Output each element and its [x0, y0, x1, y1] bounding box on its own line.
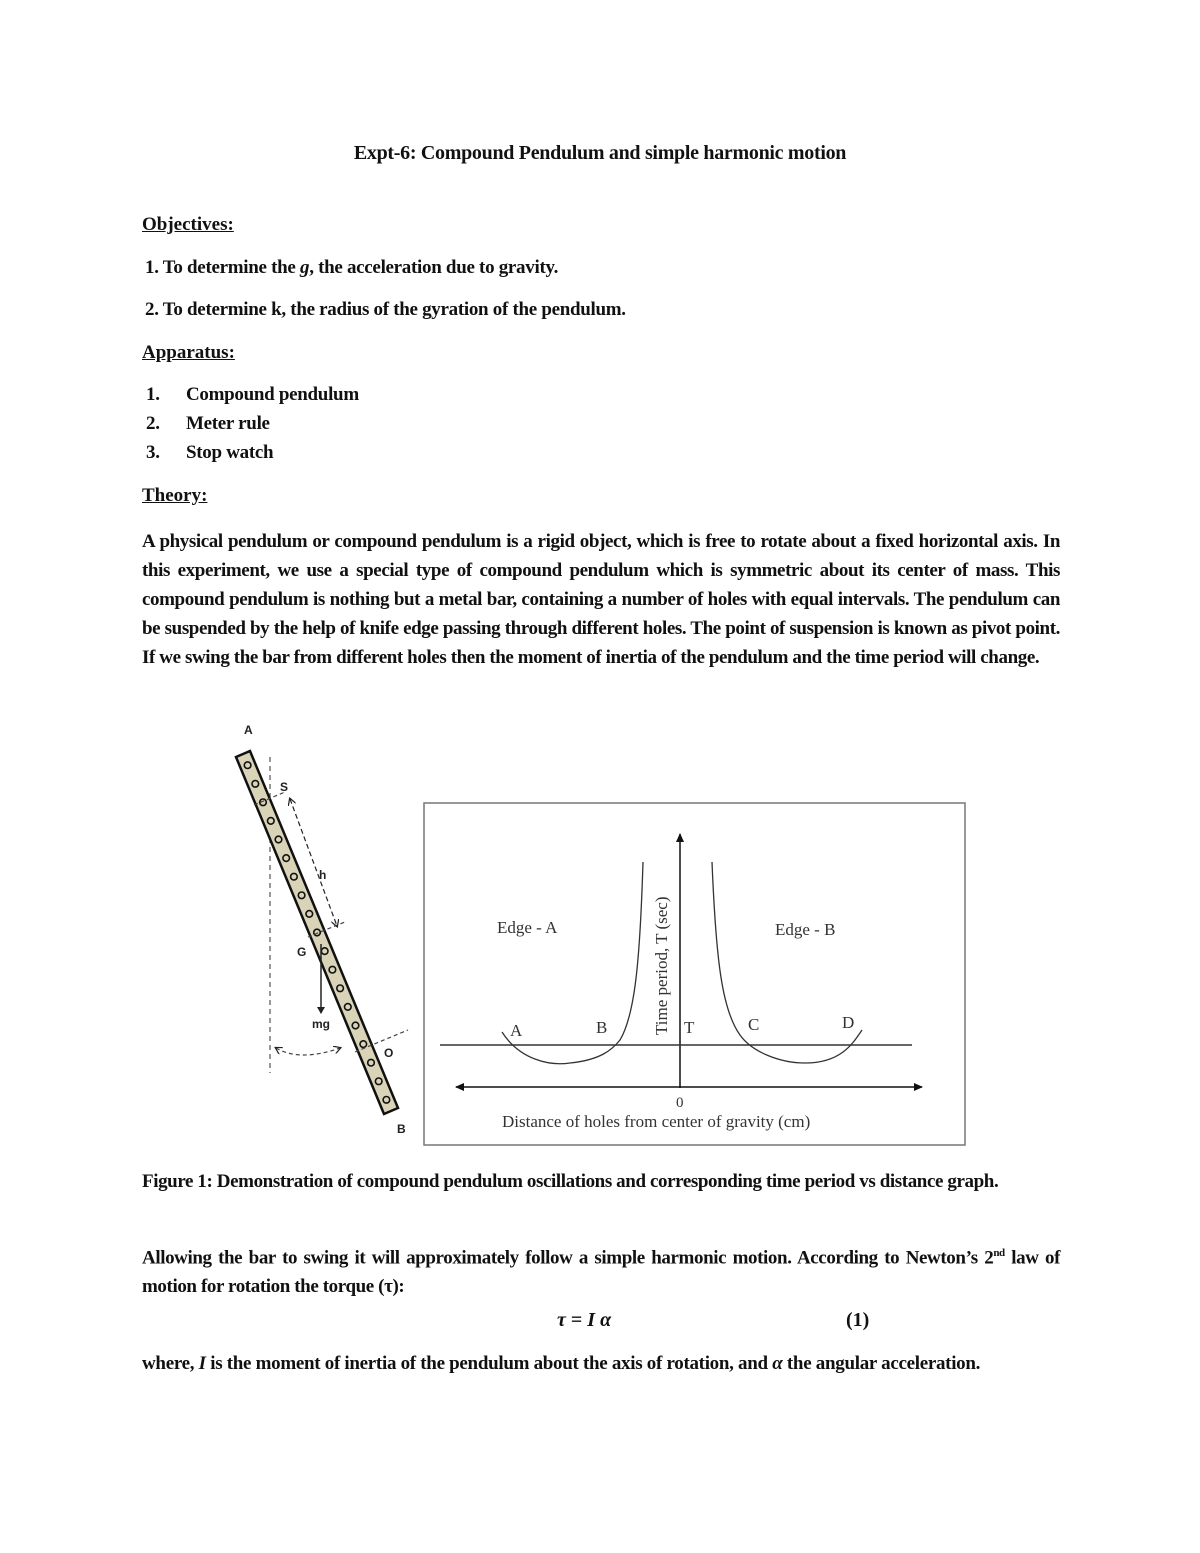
t-label: T — [684, 1018, 695, 1037]
point-b-label: B — [596, 1018, 608, 1037]
document-title: Expt-6: Compound Pendulum and simple harmonic motion — [353, 142, 847, 164]
shm-text: Allowing the bar to swing it will approximately follow a simple harmonic motion. According to Newton’s 2 — [142, 1247, 994, 1269]
equation-alpha: α — [595, 1309, 612, 1331]
point-a-label: A — [510, 1021, 523, 1040]
apparatus-heading: Apparatus: — [142, 342, 235, 363]
where-text: is the moment of inertia of the pendulum about the axis of rotation, and — [205, 1353, 773, 1374]
equation-torque: τ — [557, 1309, 566, 1331]
where-text: the angular acceleration. — [782, 1353, 981, 1374]
label-s: S — [280, 780, 289, 794]
graph-frame — [424, 803, 965, 1145]
equation-inertia: I — [587, 1309, 596, 1331]
list-text: Stop watch — [186, 442, 274, 463]
where-line — [142, 1353, 980, 1375]
list-number: 1. — [146, 384, 160, 405]
list-text: Meter rule — [186, 413, 270, 434]
swing-arc — [276, 1048, 340, 1055]
point-d-label: D — [842, 1013, 855, 1032]
objective-text: To determine — [162, 299, 272, 320]
pendulum-diagram — [236, 723, 408, 1136]
objective-variable: g — [299, 257, 310, 278]
list-number: 2. — [146, 413, 160, 434]
edge-a-label: Edge - A — [497, 918, 558, 937]
figure-caption — [142, 1167, 1060, 1196]
figure-caption-text: Figure 1: Demonstration of compound pendulum oscillations and corresponding time period vs distance graph. — [142, 1171, 999, 1192]
equation-1 — [557, 1309, 611, 1332]
theory-heading: Theory: — [142, 485, 208, 506]
ordinal-superscript: nd — [993, 1247, 1005, 1259]
list-number: 3. — [146, 442, 160, 463]
equation-equals: = — [565, 1309, 588, 1331]
label-o: O — [384, 1046, 394, 1060]
shm-text: law of motion for rotation the torque (τ): — [142, 1247, 1061, 1298]
label-mg: mg — [312, 1017, 330, 1031]
equation-number: (1) — [846, 1309, 870, 1331]
list-text: Compound pendulum — [186, 384, 359, 405]
shm-paragraph — [142, 1239, 1060, 1301]
y-axis-label: Time period, T (sec) — [652, 896, 671, 1035]
objective-variable: k — [271, 299, 282, 320]
objective-text: , the acceleration due to gravity. — [309, 257, 559, 278]
where-text: where, — [142, 1353, 199, 1374]
objective-number: 1. — [145, 257, 159, 278]
time-period-graph — [424, 803, 965, 1145]
objectives-heading: Objectives: — [142, 214, 234, 235]
label-g: G — [297, 945, 307, 959]
label-h: h — [319, 868, 327, 882]
label-b: B — [397, 1122, 406, 1136]
origin-label: 0 — [676, 1095, 684, 1111]
pendulum-bar — [236, 751, 398, 1114]
x-axis-label: Distance of holes from center of gravity (cm) — [502, 1112, 811, 1131]
point-c-label: C — [748, 1015, 760, 1034]
where-alpha-symbol: α — [772, 1353, 783, 1374]
label-a: A — [244, 723, 253, 737]
objective-text: To determine the — [162, 257, 300, 278]
objective-number: 2. — [145, 299, 159, 320]
objective-text: , the radius of the gyration of the pendulum. — [281, 299, 626, 320]
edge-b-label: Edge - B — [775, 920, 836, 939]
where-inertia-symbol: I — [198, 1353, 206, 1374]
theory-text: A physical pendulum or compound pendulum is a rigid object, which is free to rotate about a fixed horizontal axis. In this experiment, we use a special type of compound pendulum which is symmetric about its center of mass. This compound pendulum is nothing but a metal bar, containing a number of holes with equal intervals. The pendulum can be suspended by the help of knife edge passing through different holes. The point of suspension is known as pivot point. If we swing the bar from different holes then the moment of inertia of the pendulum and the time period will change. — [142, 531, 1060, 668]
